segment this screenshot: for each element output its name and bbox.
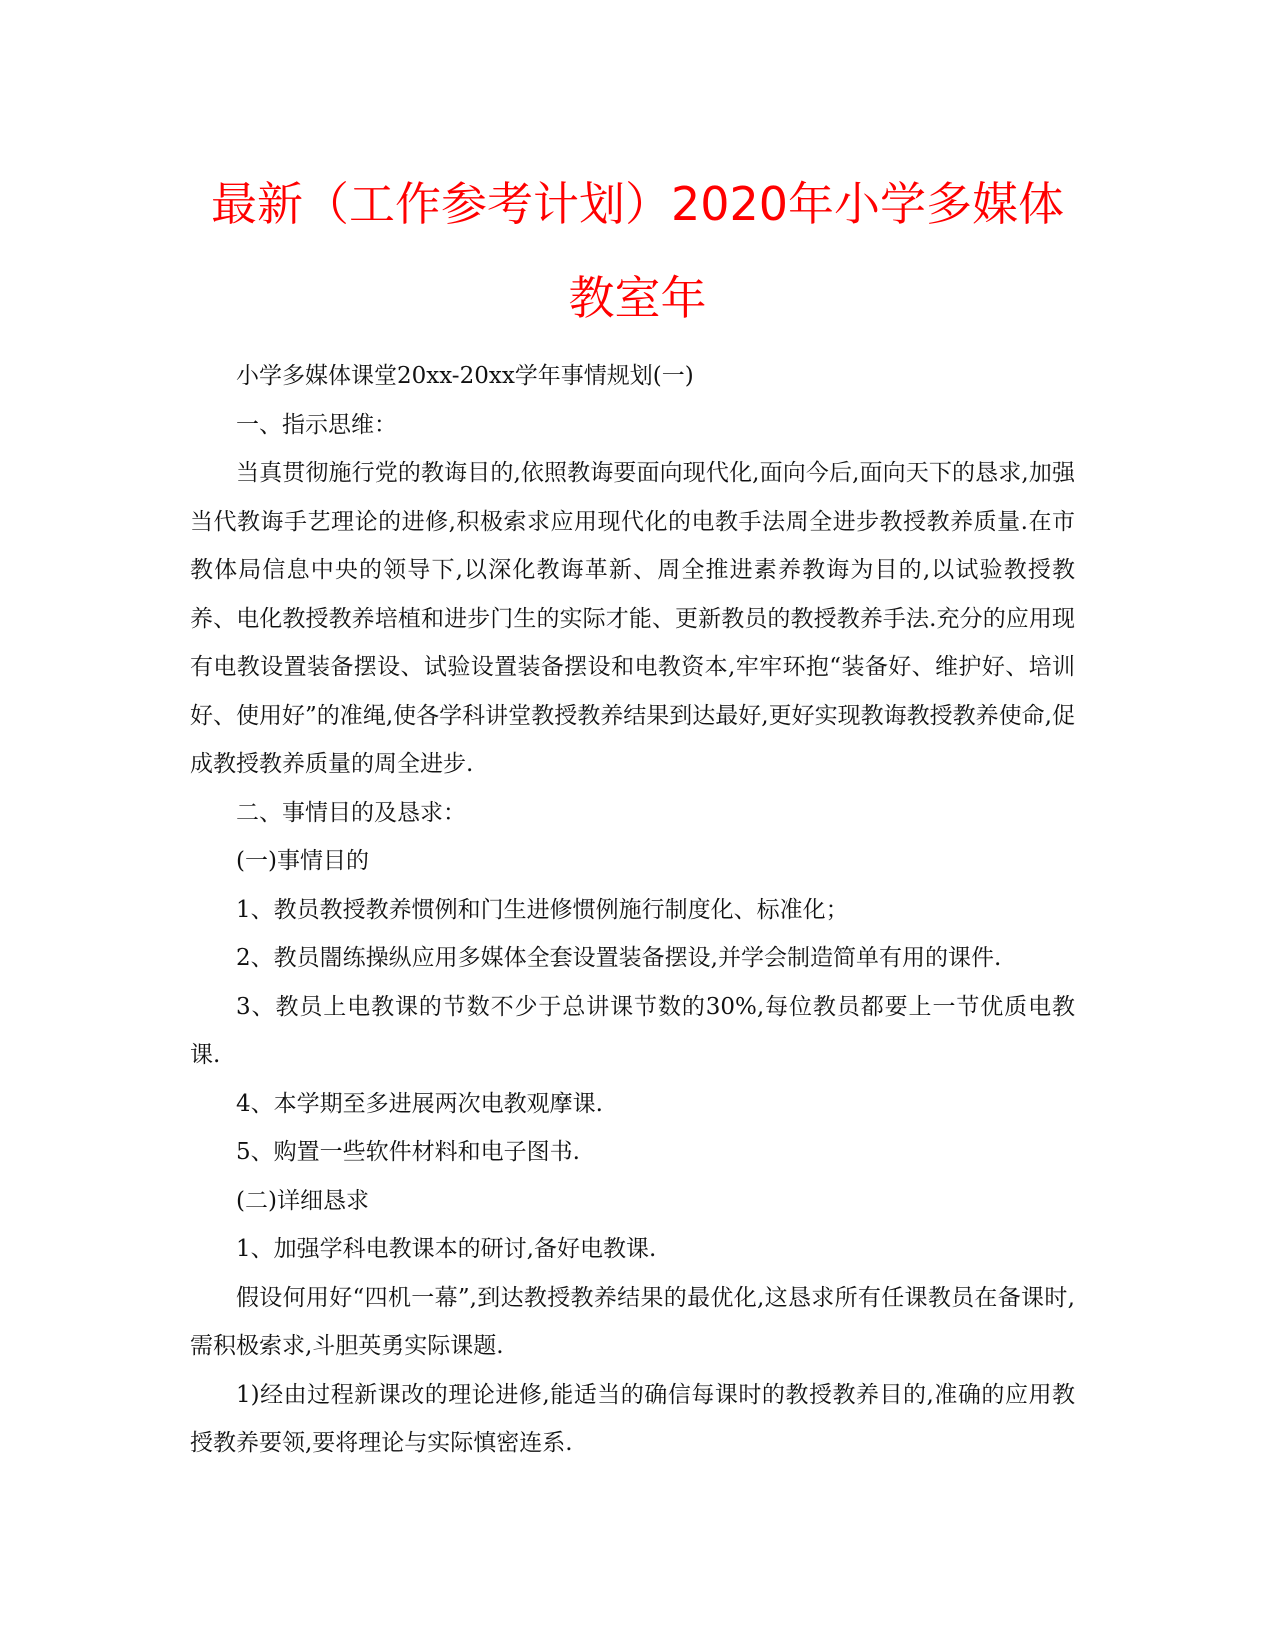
subsection-heading-requirements: (二)详细恳求 xyxy=(236,1187,369,1214)
requirement-item-1: 1、加强学科电教课本的研讨,备好电教课. xyxy=(236,1236,657,1262)
goal-item-1: 1、教员教授教养惯例和门生进修惯例施行制度化、标准化； xyxy=(236,896,849,923)
section-heading-guiding-thought: 一、指示思维： xyxy=(236,411,397,438)
document-title-line-2: 教室年 xyxy=(568,271,707,325)
goal-item-2: 2、教员闇练操纵应用多媒体全套设置装备摆设,并学会制造简单有用的课件. xyxy=(236,945,1002,971)
subsection-heading-goals: (一)事情目的 xyxy=(236,848,369,874)
plan-heading: 小学多媒体课堂20xx-20xx学年事情规划(一) xyxy=(236,363,694,389)
document-body xyxy=(190,352,1075,1468)
goal-item-3: 3、教员上电教课的节数不少于总讲课节数的30%,每位教员都要上一节优质电教课. xyxy=(190,993,1075,1068)
guiding-thought-paragraph: 当真贯彻施行党的教诲目的,依照教诲要面向现代化,面向今后,面向天下的恳求,加强当代教诲手艺理论的进修,积极索求应用现代化的电教手法周全进步教授教养质量.在市教体局信息中央的领导下,以深化教诲革新、周全推进素养教诲为目的,以试验教授教养、电化教授教养培植和进步门生的实际才能、更新教员的教授教养手法.充分的应用现有电教设置装备摆设、试验设置装备摆设和电教资本,牢牢环抱“装备好、维护好、培训好、使用好”的准绳,使各学科讲堂教授教养结果到达最好,更好实现教诲教授教养使命,促成教授教养质量的周全进步. xyxy=(190,460,1075,777)
goal-item-5: 5、购置一些软件材料和电子图书. xyxy=(236,1139,580,1165)
goal-item-4: 4、本学期至多进展两次电教观摩课. xyxy=(236,1090,603,1117)
section-heading-goals: 二、事情目的及恳求： xyxy=(236,799,466,826)
requirement-paragraph: 假设何用好“四机一幕”,到达教授教养结果的最优化,这恳求所有任课教员在备课时,需积极索求,斗胆英勇实际课题. xyxy=(190,1284,1075,1359)
requirement-subitem-1: 1)经由过程新课改的理论进修,能适当的确信每课时的教授教养目的,准确的应用教授教养要领,要将理论与实际慎密连系. xyxy=(190,1381,1075,1456)
document-title-line-1: 最新（工作参考计划）2020年小学多媒体 xyxy=(210,177,1065,231)
